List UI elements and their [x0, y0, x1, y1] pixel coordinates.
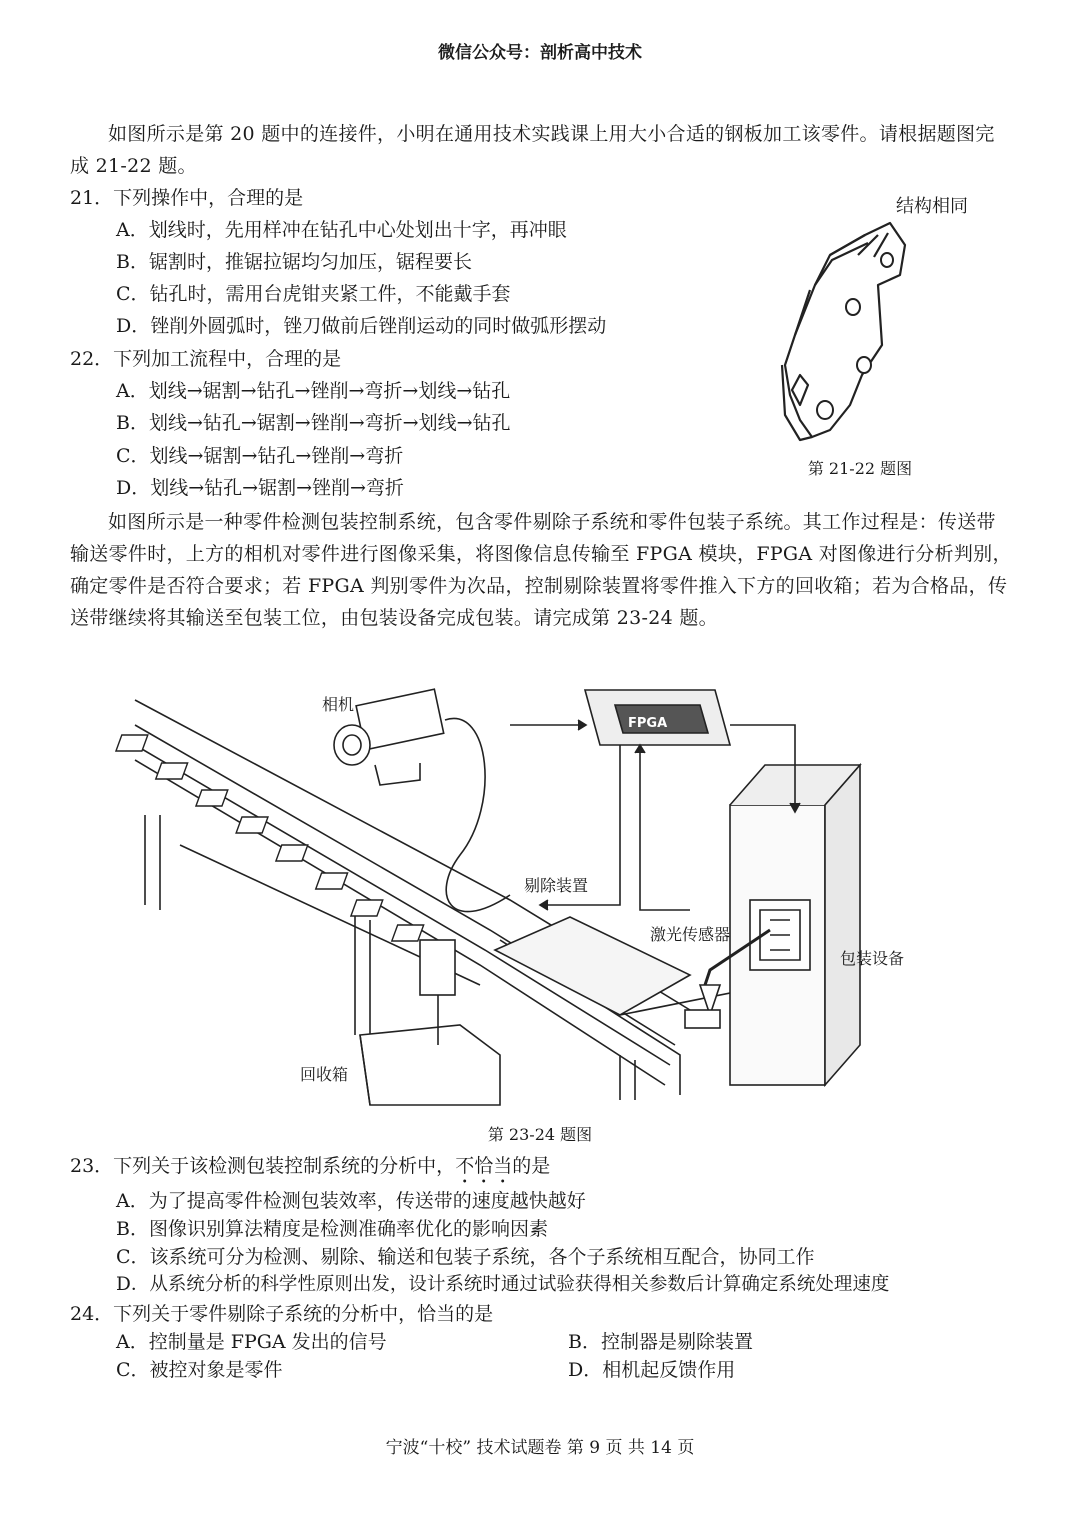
q23-stem-pre: 23．下列关于该检测包装控制系统的分析中， [70, 1155, 456, 1177]
bracket-figure [770, 215, 950, 445]
label-recycle-bin: 回收箱 [300, 1065, 349, 1084]
q22-option-b: B．划线→钻孔→锯割→锉削→弯折→划线→钻孔 [116, 412, 511, 434]
q21-option-c: C．钻孔时，需用台虎钳夹紧工件，不能戴手套 [116, 283, 511, 305]
intro-21-22: 如图所示是第 20 题中的连接件，小明在通用技术实践课上用大小合适的钢板加工该零件。请根据题图完成 21-22 题。 [70, 123, 995, 177]
q23-stem-post: 的是 [512, 1155, 551, 1177]
intro-23-24: 如图所示是一种零件检测包装控制系统，包含零件剔除子系统和零件包装子系统。其工作过程是：传送带输送零件时，上方的相机对零件进行图像采集，将图像信息传输至 FPGA 模块，FPGA 对图像进行分析判别，确定零件是否符合要求；若 FPGA 判别零件为次品，控制剔除装置将零件推入下方的回收箱；若为合格品，传送带继续将其输送至包装工位，由包装设备完成包装。请完成第 23-24 题。 [70, 511, 1012, 629]
q22-option-d: D．划线→钻孔→锯割→锉削→弯折 [116, 477, 404, 499]
q22-option-a: A．划线→锯割→钻孔→锉削→弯折→划线→钻孔 [116, 380, 511, 402]
q21-option-b: B．锯割时，推锯拉锯均匀加压，锯程要长 [116, 251, 472, 273]
q23-option-a: A．为了提高零件检测包装效率，传送带的速度越快越好 [116, 1190, 586, 1212]
q23-stem-emphasis: 不恰当 [455, 1155, 513, 1177]
fig21-label: 结构相同 [896, 196, 968, 217]
q23-option-b: B．图像识别算法精度是检测准确率优化的影响因素 [116, 1218, 548, 1240]
q24-option-b: B．控制器是剔除装置 [568, 1331, 753, 1353]
q23-stem [70, 1150, 550, 1188]
page-header: 微信公众号：剖析高中技术 [438, 43, 642, 63]
q24-option-d: D．相机起反馈作用 [568, 1359, 736, 1381]
q22-option-c: C．划线→锯割→钻孔→锉削→弯折 [116, 445, 404, 467]
fig21-caption: 第 21-22 题图 [807, 459, 913, 478]
q21-stem: 21．下列操作中，合理的是 [70, 187, 304, 209]
q24-option-c: C．被控对象是零件 [116, 1359, 283, 1381]
page-footer: 宁波“十校” 技术试题卷 第 9 页 共 14 页 [385, 1438, 695, 1458]
label-fpga: FPGA [628, 716, 668, 731]
q21-option-a: A．划线时，先用样冲在钻孔中心处划出十字，再冲眼 [116, 219, 567, 241]
fig23-caption: 第 23-24 题图 [487, 1125, 593, 1144]
label-laser-sensor: 激光传感器 [650, 925, 731, 944]
q23-option-c: C．该系统可分为检测、剔除、输送和包装子系统，各个子系统相互配合，协同工作 [116, 1246, 815, 1268]
q21-option-d: D．锉削外圆弧时，锉刀做前后锉削运动的同时做弧形摆动 [116, 315, 607, 337]
q23-option-d: D．从系统分析的科学性原则出发，设计系统时通过试验获得相关参数后计算确定系统处理速度 [116, 1274, 890, 1295]
q24-stem: 24．下列关于零件剔除子系统的分析中，恰当的是 [70, 1303, 494, 1325]
q22-stem: 22．下列加工流程中，合理的是 [70, 348, 342, 370]
q24-option-a: A．控制量是 FPGA 发出的信号 [116, 1331, 387, 1353]
label-reject-device: 剔除装置 [524, 876, 589, 895]
label-camera: 相机 [322, 695, 355, 714]
label-packing-machine: 包装设备 [840, 949, 905, 968]
